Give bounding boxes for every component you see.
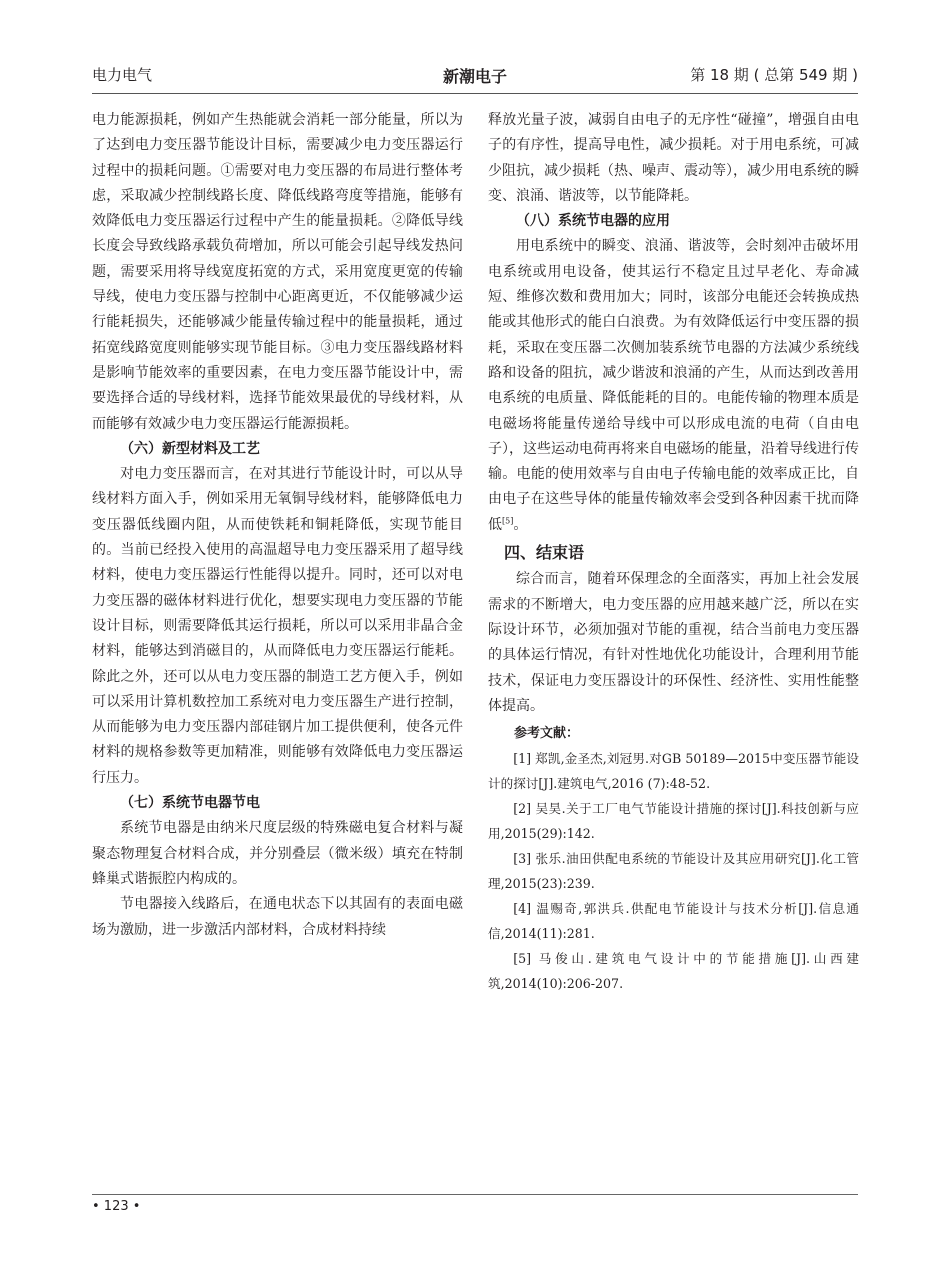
references-title: 参考文献：: [514, 726, 580, 742]
paragraph: 节电器接入线路后，在通电状态下以其固有的表面电磁场为激励，进一步激活内部材料，合成材料持续: [92, 896, 463, 938]
header-journal-title: 新潮电子: [442, 67, 507, 86]
reference-item: [5] 马俊山.建筑电气设计中的节能措施[J].山西建筑,2014(10):206-207.: [488, 951, 859, 992]
paragraph: 系统节电器是由纳米尺度层级的特殊磁电复合材料与凝聚态物理复合材料合成，并分别叠层（微米级）填充在特制蜂巢式谐振腔内构成的。: [92, 820, 463, 887]
reference-item: [1] 郑凯,金圣杰,刘冠男.对GB 50189—2015中变压器节能设计的探讨[J].建筑电气,2016 (7):48-52.: [488, 751, 859, 792]
paragraph: 对电力变压器而言，在对其进行节能设计时，可以从导线材料方面入手，例如采用无氧铜导线材料，能够降低电力变压器低线圈内阻，从而使铁耗和铜耗降低，实现节能目的。当前已经投入使用的高温超导电力变压器采用了超导线材料，使电力变压器运行性能得以提升。同时，还可以对电力变压器的磁体材料进行优化，想要实现电力变压器的节能设计目标，则需要降低其运行损耗，所以可以采用非晶合金材料，能够达到消磁目的，从而降低电力变压器运行能耗。除此之外，还可以从电力变压器的制造工艺方便入手，例如可以采用计算机数控加工系统对电力变压器生产进行控制，从而能够为电力变压器内部硅钢片加工提供便利，使各元件材料的规格参数等更加精准，则能够有效降低电力变压器运行压力。: [92, 466, 463, 786]
page-number: • 123 •: [92, 1199, 141, 1214]
paragraph-end: 。: [513, 516, 528, 533]
header-section: 电力电气: [92, 66, 153, 84]
paragraph: 电力能源损耗，例如产生热能就会消耗一部分能量，所以为了达到电力变压器节能设计目标，需要减少电力变压器运行过程中的损耗问题。①需要对电力变压器的布局进行整体考虑，采取减少控制线路长度、降低线路弯度等措施，能够有效降低电力变压器运行过程中产生的能量损耗。②降低导线长度会导致线路承载负荷增加，所以可能会引起导线发热问题，需要采用将导线宽度拓宽的方式，采用宽度更宽的传输导线，使电力变压器与控制中心距离更近，不仅能够减少运行能耗损失，还能够减少能量传输过程中的能量损耗，通过拓宽线路宽度则能够实现节能目标。③电力变压器线路材料是影响节能效率的重要因素，在电力变压器节能设计中，需要选择合适的导线材料，选择节能效果最优的导线材料，从而能够有效减少电力变压器运行能源损耗。: [92, 112, 463, 432]
section-heading-7: （七）系统节电器节电: [120, 795, 260, 812]
left-column: [92, 108, 463, 943]
paragraph: 综合而言，随着环保理念的全面落实，再加上社会发展需求的不断增大，电力变压器的应用越来越广泛，所以在实际设计环节，必须加强对节能的重视，结合当前电力变压器的具体运行情况，有针对性地优化功能设计，合理利用节能技术，保证电力变压器设计的环保性、经济性、实用性能整体提高。: [488, 571, 859, 714]
paragraph: 释放光量子波，减弱自由电子的无序性“碰撞”，增强自由电子的有序性，提高导电性，减少损耗。对于用电系统，可减少阻抗，减少损耗（热、噪声、震动等），减少用电系统的瞬变、浪涌、谐波等，以节能降耗。: [488, 112, 859, 204]
reference-item: [2] 吴昊.关于工厂电气节能设计措施的探讨[J].科技创新与应用,2015(29):142.: [488, 801, 859, 842]
paragraph: [488, 234, 859, 538]
footer-rule: [92, 1194, 858, 1195]
header-rule: [92, 93, 858, 94]
right-column: [488, 108, 859, 996]
reference-item: [4] 温赐奇,郭洪兵.供配电节能设计与技术分析[J].信息通信,2014(11):281.: [488, 901, 859, 942]
section-heading-conclusion: 四、结束语: [504, 543, 585, 563]
page-header: [92, 64, 858, 90]
reference-item: [3] 张乐.油田供配电系统的节能设计及其应用研究[J].化工管理,2015(23):239.: [488, 851, 859, 892]
section-heading-8: （八）系统节电器的应用: [516, 213, 670, 230]
section-heading-6: （六）新型材料及工艺: [120, 440, 260, 457]
header-issue: 第 18 期 ( 总第 549 期 ): [690, 66, 858, 84]
paragraph-text: 用电系统中的瞬变、浪涌、谐波等，会时刻冲击破坏用电系统或用电设备，使其运行不稳定且过早老化、寿命减短、维修次数和费用加大；同时，该部分电能还会转换成热能或其他形式的能白白浪费。为有效降低运行中变压器的损耗，采取在变压器二次侧加装系统节电器的方法减少系统线路和设备的阻抗，减少谐波和浪涌的产生，从而达到改善用电系统的电质量、降低能耗的目的。电能传输的物理本质是电磁场将能量传递给导线中可以形成电流的电荷（自由电子），这些运动电荷再将来自电磁场的能量，沿着导线进行传输。电能的使用效率与自由电子传输电能的效率成正比，自由电子在这些导体的能量传输效率会受到各种因素干扰而降低: [488, 238, 859, 533]
citation-marker: [5]: [502, 516, 514, 526]
